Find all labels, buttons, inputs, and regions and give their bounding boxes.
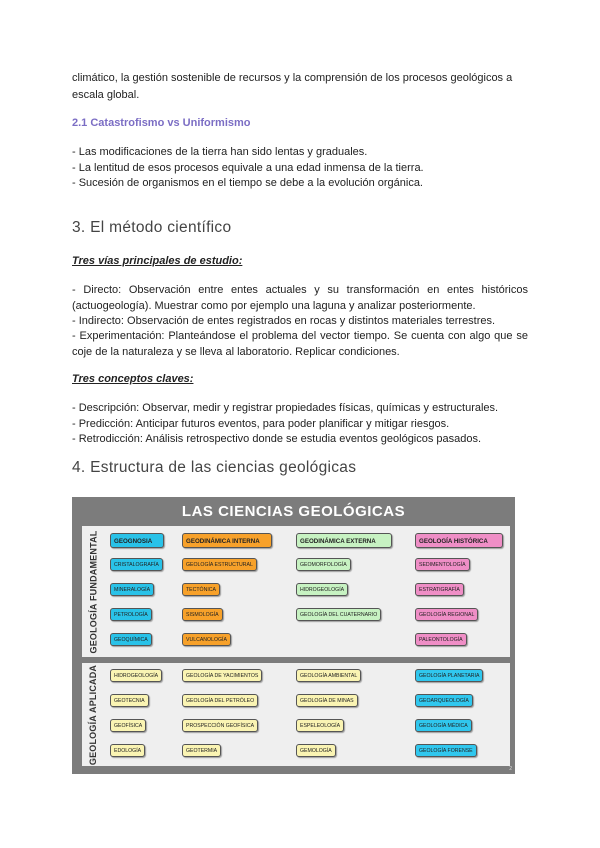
section-3-title: 3. El método científico [72, 219, 232, 236]
box-tectonica: TECTÓNICA [182, 583, 220, 596]
box-hidrogeologia-aplicada: HIDROGEOLOGÍA [110, 669, 162, 682]
box-edologia: EDOLOGÍA [110, 744, 145, 757]
section-4-title: 4. Estructura de las ciencias geológicas [72, 459, 357, 476]
list-item: - La lentitud de esos procesos equivale a una edad inmensa de la tierra. [72, 162, 424, 174]
box-geotecnia: GEOTECNIA [110, 694, 149, 707]
box-sismologia: SISMOLOGÍA [182, 608, 223, 621]
box-vulcanologia: VULCANOLOGÍA [182, 633, 231, 646]
header-geologia-historica: GEOLOGÍA HISTÓRICA [415, 533, 503, 548]
fundamental-panel [82, 526, 510, 657]
box-petrologia: PETROLOGÍA [110, 608, 152, 621]
box-cristalografia: CRISTALOGRAFÍA [110, 558, 163, 571]
header-geognosia: GEOGNOSIA [110, 533, 164, 548]
box-sedimentologia: SEDIMENTOLOGÍA [415, 558, 470, 571]
box-geomorfologia: GEOMORFOLOGÍA [296, 558, 351, 571]
intro-line-1: climático, la gestión sostenible de recursos y la comprensión de los procesos geológicos a [72, 72, 513, 84]
vias-heading: Tres vías principales de estudio: [72, 255, 243, 267]
box-geologia-minas: GEOLOGÍA DE MINAS [296, 694, 358, 707]
box-mineralogia: MINERALOGÍA [110, 583, 154, 596]
header-geodinamica-interna: GEODINÁMICA INTERNA [182, 533, 272, 548]
box-geoarqueologia: GEOARQUEOLOGÍA [415, 694, 473, 707]
box-prospeccion-geofisica: PROSPECCIÓN GEOFÍSICA [182, 719, 258, 732]
box-geologia-yacimientos: GEOLOGÍA DE YACIMIENTOS [182, 669, 262, 682]
conceptos-heading: Tres conceptos claves: [72, 373, 194, 385]
box-gemologia: GEMOLOGÍA [296, 744, 336, 757]
box-geologia-forense: GEOLOGÍA FORENSE [415, 744, 477, 757]
list-item: - Retrodicción: Análisis retrospectivo donde se estudia eventos geológicos pasados. [72, 433, 482, 445]
diagram-title: LAS CIENCIAS GEOLÓGICAS [181, 503, 406, 520]
box-geologia-regional: GEOLOGÍA REGIONAL [415, 608, 478, 621]
box-estratigrafia: ESTRATIGRAFÍA [415, 583, 464, 596]
list-item: - Sucesión de organismos en el tiempo se debe a la evolución orgánica. [72, 177, 423, 189]
box-geoquimica: GEOQUÍMICA [110, 633, 152, 646]
geological-sciences-diagram [72, 497, 515, 774]
box-geologia-medica: GEOLOGÍA MÉDICA [415, 719, 472, 732]
intro-line-2: escala global. [72, 89, 140, 101]
list-item: - Las modificaciones de la tierra han sido lentas y graduales. [72, 146, 368, 158]
list-item: - Predicción: Anticipar futuros eventos, para poder planificar y mitigar riesgos. [72, 418, 450, 430]
aplicada-label: GEOLOGÍA APLICADA [88, 664, 99, 765]
box-geologia-estructural: GEOLOGÍA ESTRUCTURAL [182, 558, 257, 571]
fundamental-label: GEOLOGÍA FUNDAMENTAL [88, 530, 98, 653]
box-hidrogeologia: HIDROGEOLOGÍA [296, 583, 348, 596]
box-geologia-cuaternario: GEOLOGÍA DEL CUATERNARIO [296, 608, 381, 621]
box-geologia-planetaria: GEOLOGÍA PLANETARIA [415, 669, 483, 682]
box-geologia-ambiental: GEOLOGÍA AMBIENTAL [296, 669, 361, 682]
aplicada-panel [82, 663, 510, 766]
box-paleontologia: PALEONTOLOGÍA [415, 633, 467, 646]
box-espeleologia: ESPELEOLOGÍA [296, 719, 344, 732]
section-2-1-title: 2.1 Catastrofismo vs Uniformismo [72, 117, 251, 129]
box-geofisica: GEOFÍSICA [110, 719, 146, 732]
list-item: - Indirecto: Observación de entes registrados en rocas y distintos materiales terrestres. [72, 315, 496, 327]
box-geotermia: GEOTERMIA [182, 744, 221, 757]
diagram-page-number: 2 [509, 766, 512, 772]
box-geologia-petroleo: GEOLOGÍA DEL PETRÓLEO [182, 694, 258, 707]
list-item: - Experimentación: Planteándose el problema del vector tiempo. Se cuenta con algo que se coje de la naturaleza y se lleva al laboratorio. Replicar condiciones. [72, 330, 528, 358]
header-geodinamica-externa: GEODINÁMICA EXTERNA [296, 533, 392, 548]
list-item: - Directo: Observación entre entes actuales y su transformación en entes históricos (actuogeología). Muestrar como por ejemplo una laguna y analizar posteriormente. [72, 284, 528, 312]
list-item: - Descripción: Observar, medir y registrar propiedades físicas, químicas y estructurales. [72, 402, 499, 414]
